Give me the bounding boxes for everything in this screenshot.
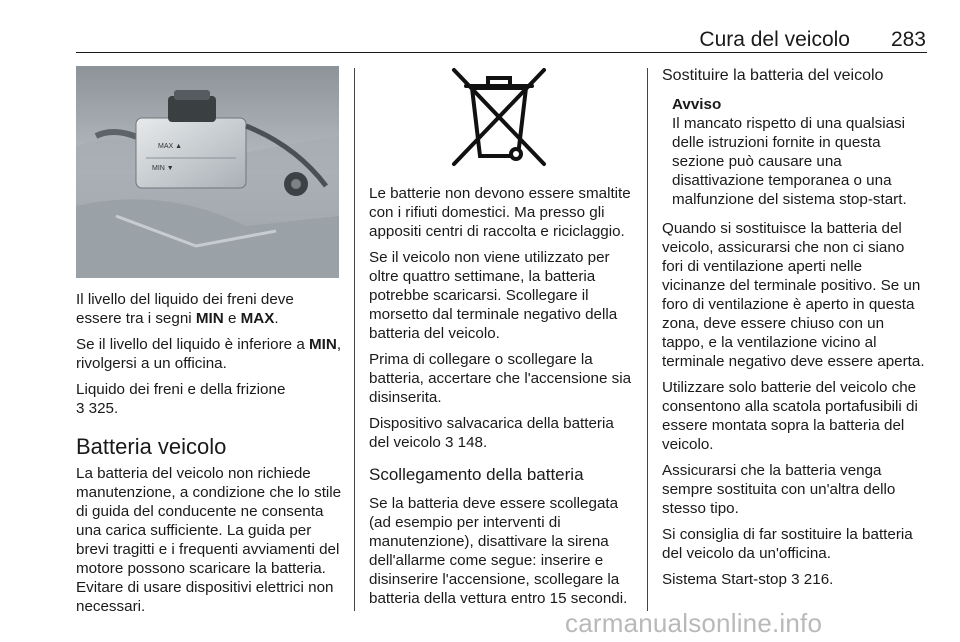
page-reference: 3 216. xyxy=(791,571,834,588)
column-2 xyxy=(369,184,633,615)
paragraph-same-type: Assicurarsi che la batteria venga sempre sostituita con un'altra dello stesso tipo. xyxy=(662,462,896,517)
paragraph-vent-holes: Quando si sostituisce la batteria del veicolo, assicurarsi che non ci siano fori di ventilazione aperti nelle vicinanze del terminale positivo. Se un foro di ventilazione è aperto in questa zona, deve essere chiuso con un tappo, e la ventilazione vicino al terminale negativo deve essere aperta. xyxy=(662,220,925,370)
crossed-bin-icon xyxy=(446,64,552,170)
section-title: Cura del veicolo xyxy=(699,28,850,51)
paragraph-ignition-off: Prima di collegare o scollegare la batteria, accertare che l'accensione sia disinserita. xyxy=(369,351,632,406)
page-number: 283 xyxy=(890,28,926,51)
paragraph-disconnect: Se la batteria deve essere scollegata (ad esempio per interventi di manutenzione), disattivare la sirena dell'allarme come segue: inserire e disinserire l'accensione, scollegare la batteria della vettura entro 15 secondi. xyxy=(369,495,628,607)
page-reference: 3 148. xyxy=(444,434,488,451)
paragraph-start-stop: Sistema Start-stop 3 216. xyxy=(662,571,834,588)
paragraph-battery-saver: Dispositivo salvacarica della batteria del veicolo 3 148. xyxy=(369,415,614,451)
notice-box xyxy=(662,95,926,209)
heading-sostituire-batteria: Sostituire la batteria del veicolo xyxy=(662,67,884,84)
heading-batteria-veicolo: Batteria veicolo xyxy=(76,434,227,459)
heading-scollegamento: Scollegamento della batteria xyxy=(369,465,584,484)
page-reference: 3 325. xyxy=(76,400,119,417)
paragraph-use-batteries: Utilizzare solo batterie del veicolo che consentono alla scatola portafusibili di essere montata sopra la batteria del veicolo. xyxy=(662,379,918,453)
min-label: MIN xyxy=(309,336,337,353)
min-label: MIN xyxy=(195,310,224,327)
brake-fluid-reservoir-photo xyxy=(76,66,339,278)
min-mark: MIN ▼ xyxy=(152,165,174,172)
column-3 xyxy=(662,66,926,596)
paragraph-brake-level: Il livello del liquido dei freni deve essere tra i segni MIN e MAX. xyxy=(76,291,294,327)
notice-title: Avviso xyxy=(672,96,722,113)
column-1 xyxy=(76,290,342,623)
paragraph-fluid-reference: Liquido dei freni e della frizione 3 325. xyxy=(76,381,286,417)
max-label: MAX xyxy=(240,310,275,327)
paragraph-low-level: Se il livello del liquido è inferiore a MIN, rivolgersi a un officina. xyxy=(76,336,342,372)
max-mark: MAX ▲ xyxy=(158,143,183,150)
notice-text: Il mancato rispetto di una qualsiasi delle istruzioni fornite in questa sezione può causare una disattivazione temporanea o una malfunzione del sistema stop-start. xyxy=(672,115,907,208)
header-rule xyxy=(76,52,927,53)
page-header xyxy=(0,12,960,52)
watermark: carmanualsonline.info xyxy=(565,608,823,638)
column-divider-1 xyxy=(354,68,355,611)
paragraph-inactivity: Se il veicolo non viene utilizzato per oltre quattro settimane, la batteria potrebbe scaricarsi. Scollegare il morsetto dal terminale negativo della batteria del veicolo. xyxy=(369,249,618,342)
paragraph-disposal: Le batterie non devono essere smaltite con i rifiuti domestici. Ma presso gli appositi centri di raccolta e riciclaggio. xyxy=(369,185,631,240)
paragraph-battery-maintenance: La batteria del veicolo non richiede manutenzione, a condizione che lo stile di guida del conducente ne consenta una carica sufficiente. La guida per brevi tragitti e i frequenti avviamenti del motore possono scaricare la batteria. Evitare di usare dispositivi elettrici non necessari. xyxy=(76,465,342,615)
column-divider-2 xyxy=(647,68,648,611)
paragraph-workshop: Si consiglia di far sostituire la batteria del veicolo da un'officina. xyxy=(662,526,913,562)
